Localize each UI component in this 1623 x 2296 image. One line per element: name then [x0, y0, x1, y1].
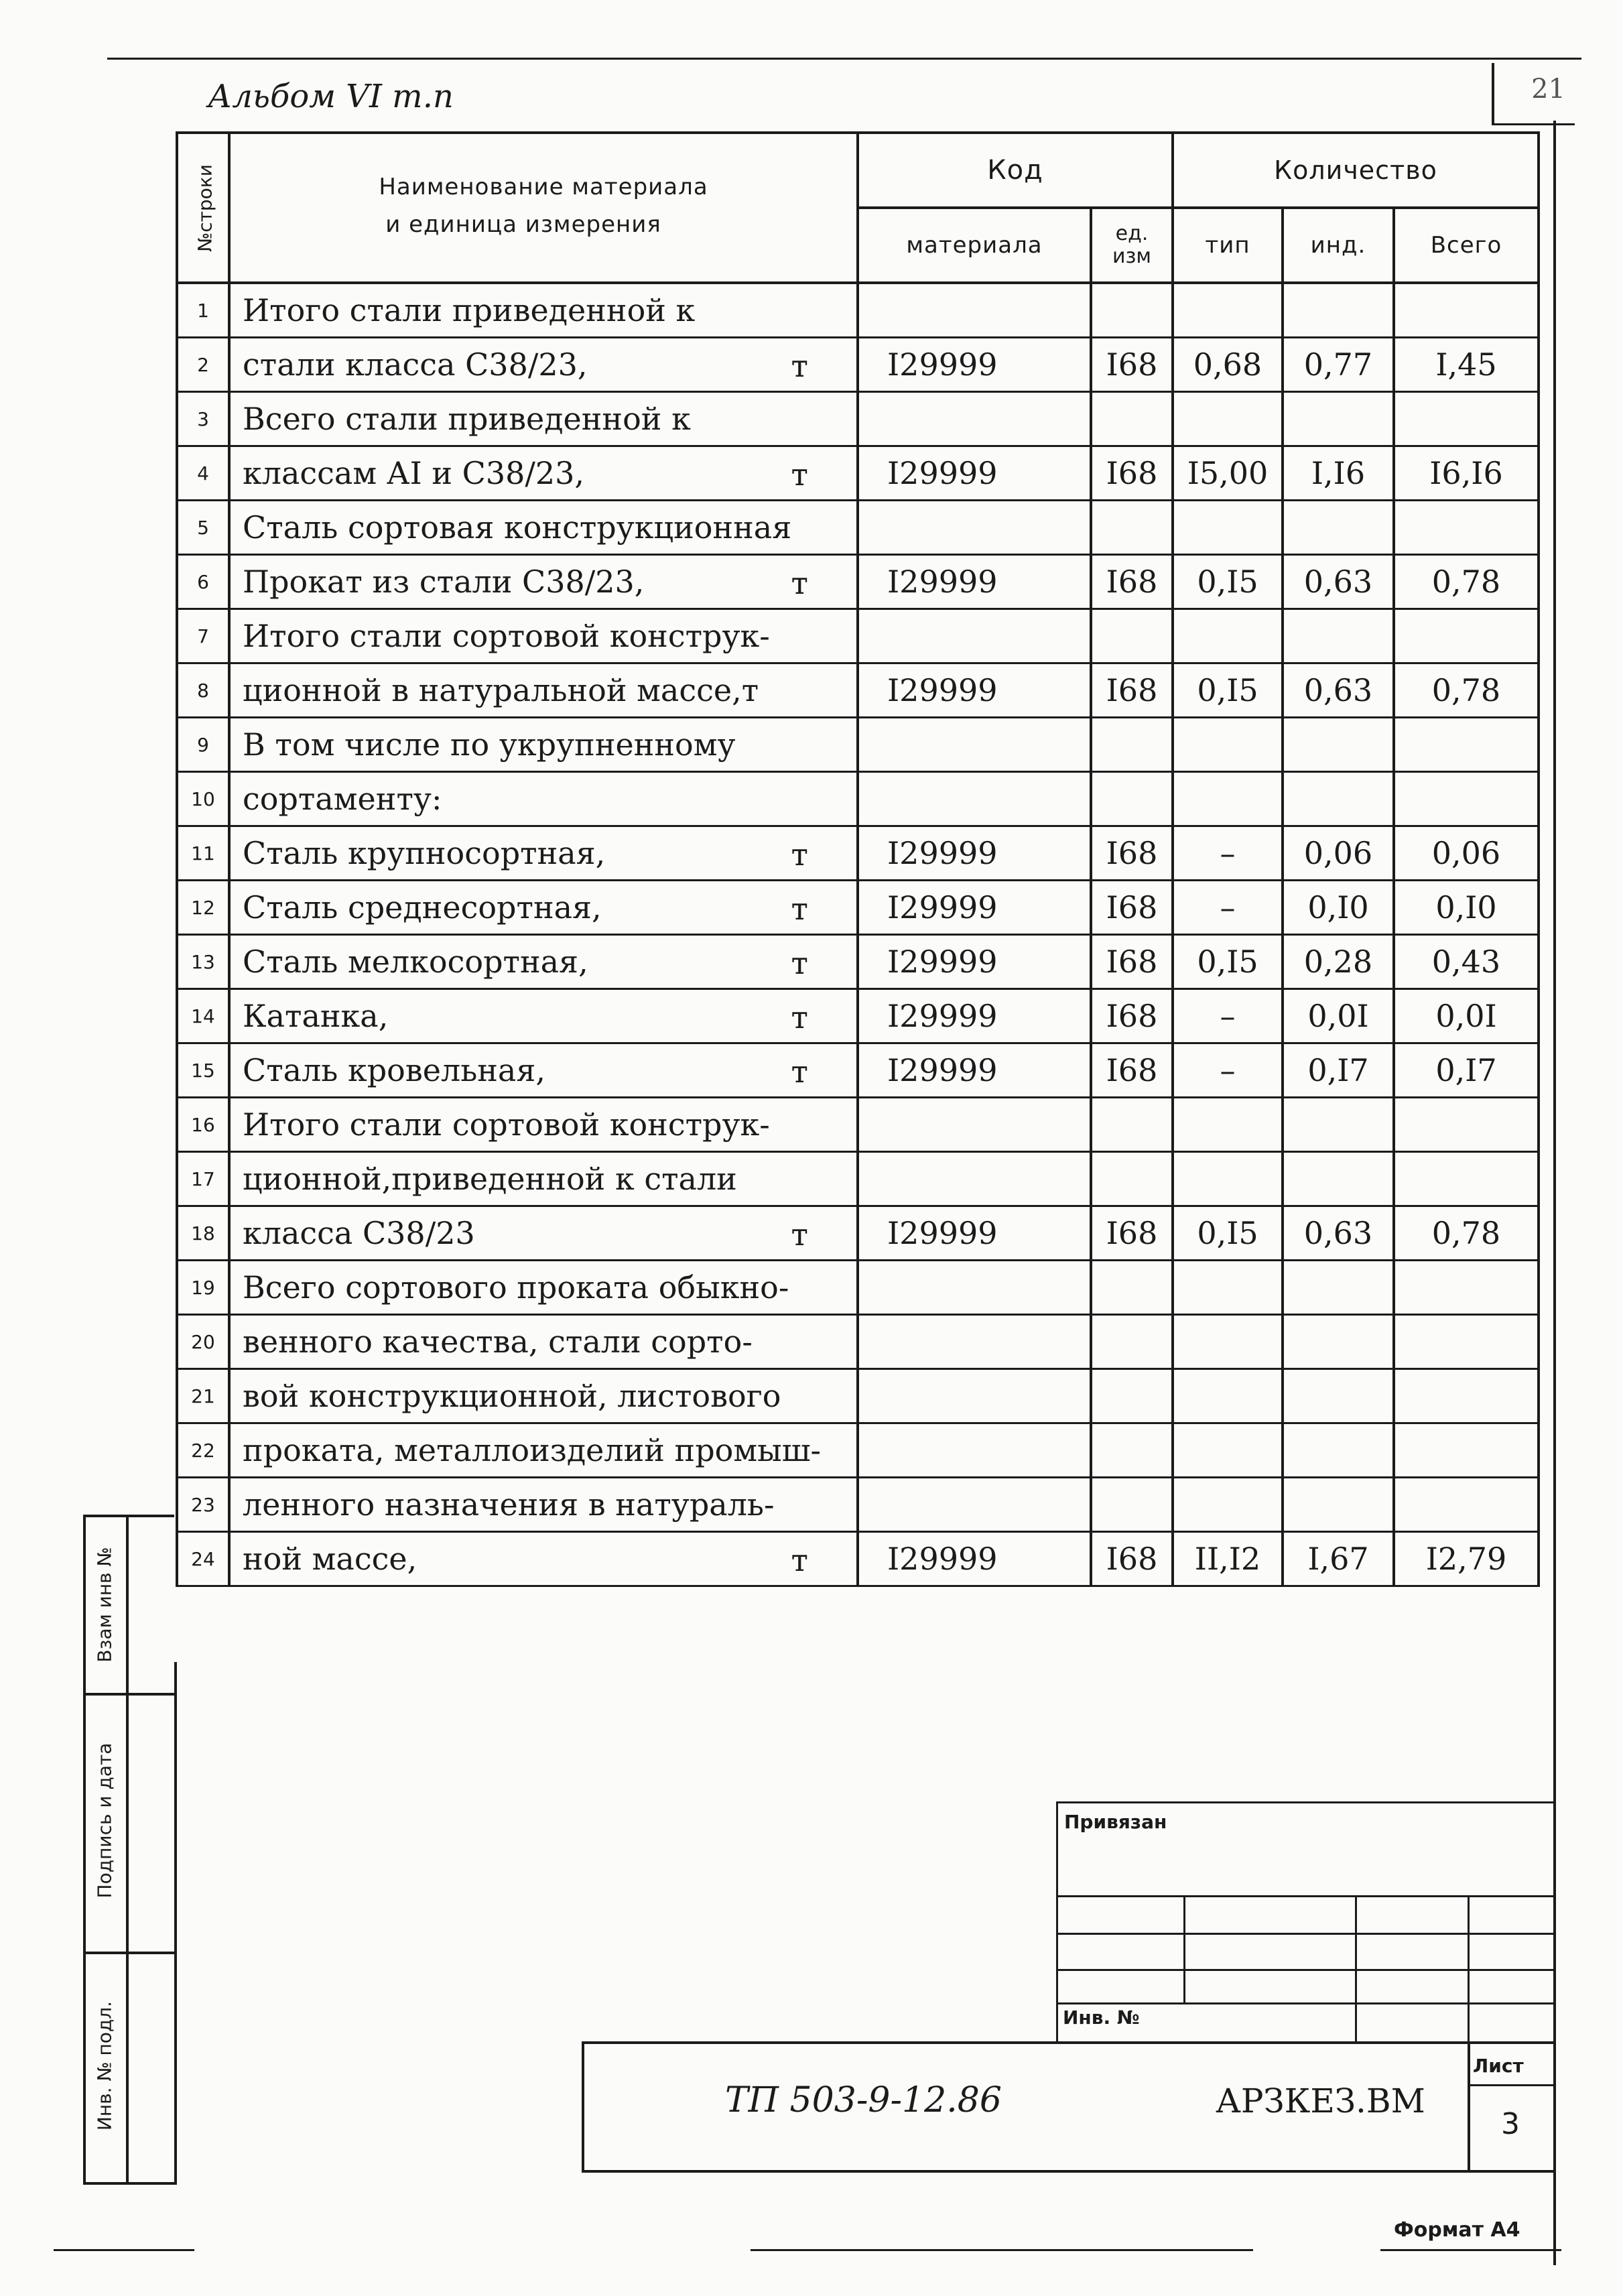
- row-qty-typ: [1173, 1098, 1283, 1152]
- row-description-text: вой конструкционной, листового: [243, 1378, 781, 1414]
- row-material-code: I29999: [858, 935, 1091, 989]
- row-unit: т: [791, 1216, 808, 1253]
- row-unit-code: [1091, 772, 1173, 826]
- table-row: [177, 1261, 1539, 1315]
- row-number: 5: [177, 501, 229, 555]
- qty-ind-header: инд.: [1283, 208, 1394, 283]
- row-qty-total: 0,06: [1394, 826, 1539, 881]
- name-header-line2: и единица измерения: [385, 211, 661, 238]
- row-number: 15: [177, 1043, 229, 1098]
- row-qty-total: [1394, 1315, 1539, 1369]
- row-material-code: [858, 1423, 1091, 1478]
- inv-no-label: Инв. №: [1063, 2006, 1140, 2029]
- row-qty-total: 0,I0: [1394, 881, 1539, 935]
- row-qty-ind: I,I6: [1283, 446, 1394, 501]
- row-material-code: [858, 718, 1091, 772]
- row-description: [229, 1098, 858, 1152]
- row-qty-ind: [1283, 772, 1394, 826]
- row-number: 14: [177, 989, 229, 1043]
- code-unit-header: [1091, 208, 1173, 283]
- format-label: Формат А4: [1394, 2218, 1520, 2242]
- qty-typ-header: тип: [1173, 208, 1283, 283]
- row-description-text: стали класса С38/23,: [243, 346, 588, 383]
- row-description: [229, 1206, 858, 1261]
- row-description: [229, 1423, 858, 1478]
- row-unit-code: I68: [1091, 338, 1173, 392]
- table-row: [177, 826, 1539, 881]
- doc-mark: АРЗКЕЗ.ВМ: [1216, 2082, 1425, 2120]
- privyazan-label: Привязан: [1064, 1811, 1167, 1833]
- table-row: [177, 1369, 1539, 1423]
- row-description-text: проката, металлоизделий промыш-: [243, 1432, 822, 1468]
- side-stamp-inv-podl: Инв. № подл.: [93, 2000, 116, 2131]
- row-material-code: [858, 609, 1091, 663]
- row-qty-total: 0,0I: [1394, 989, 1539, 1043]
- row-description: [229, 718, 858, 772]
- materials-table: [176, 131, 1540, 1587]
- code-material-header: материала: [858, 208, 1091, 283]
- row-unit-code: I68: [1091, 826, 1173, 881]
- row-material-code: I29999: [858, 338, 1091, 392]
- row-unit: т: [791, 565, 808, 601]
- row-number: 19: [177, 1261, 229, 1315]
- row-description: [229, 609, 858, 663]
- row-qty-ind: [1283, 283, 1394, 338]
- row-qty-total: [1394, 1369, 1539, 1423]
- table-row: [177, 283, 1539, 338]
- row-qty-typ: I5,00: [1173, 446, 1283, 501]
- row-unit: т: [791, 945, 808, 981]
- row-qty-typ: [1173, 609, 1283, 663]
- bottom-edge-line-right: [1380, 2249, 1561, 2251]
- row-material-code: [858, 1098, 1091, 1152]
- row-unit-code: I68: [1091, 881, 1173, 935]
- sheet-label: Лист: [1473, 2055, 1524, 2077]
- row-unit-code: I68: [1091, 1532, 1173, 1586]
- row-description: [229, 1152, 858, 1206]
- row-qty-total: 0,43: [1394, 935, 1539, 989]
- row-unit-code: [1091, 1369, 1173, 1423]
- row-unit-code: [1091, 718, 1173, 772]
- bottom-edge-line-mid: [751, 2249, 1253, 2251]
- table-row: [177, 1423, 1539, 1478]
- row-unit-code: [1091, 1423, 1173, 1478]
- row-material-code: I29999: [858, 1532, 1091, 1586]
- row-unit-code: I68: [1091, 1043, 1173, 1098]
- row-qty-total: [1394, 718, 1539, 772]
- row-unit: т: [791, 891, 808, 927]
- table-row: [177, 1098, 1539, 1152]
- qty-total-header: Всего: [1394, 208, 1539, 283]
- row-qty-total: [1394, 283, 1539, 338]
- table-row: [177, 446, 1539, 501]
- side-stamp-sign-date: Подпись и дата: [93, 1742, 116, 1899]
- row-number: 9: [177, 718, 229, 772]
- row-material-code: I29999: [858, 826, 1091, 881]
- row-material-code: I29999: [858, 1206, 1091, 1261]
- row-number: 20: [177, 1315, 229, 1369]
- row-description: [229, 555, 858, 609]
- row-description-text: Катанка,: [243, 998, 389, 1034]
- table-row: [177, 772, 1539, 826]
- row-no-header-text: №строки: [194, 164, 216, 252]
- row-description-text: ционной,приведенной к стали: [243, 1161, 737, 1197]
- row-number: 22: [177, 1423, 229, 1478]
- row-number: 16: [177, 1098, 229, 1152]
- row-number: 23: [177, 1478, 229, 1532]
- row-description: [229, 1532, 858, 1586]
- row-unit-code: [1091, 283, 1173, 338]
- row-qty-total: 0,I7: [1394, 1043, 1539, 1098]
- row-qty-ind: [1283, 1315, 1394, 1369]
- row-number: 11: [177, 826, 229, 881]
- row-description-text: ционной в натуральной массе,т: [243, 672, 759, 708]
- row-qty-typ: [1173, 1261, 1283, 1315]
- row-qty-ind: 0,63: [1283, 663, 1394, 718]
- row-number: 21: [177, 1369, 229, 1423]
- row-description: [229, 663, 858, 718]
- row-unit: т: [791, 348, 808, 384]
- name-header-line1: Наименование материала: [379, 174, 708, 200]
- row-description: [229, 772, 858, 826]
- row-qty-ind: [1283, 1423, 1394, 1478]
- row-unit-code: [1091, 392, 1173, 446]
- table-row: [177, 555, 1539, 609]
- row-number: 2: [177, 338, 229, 392]
- table-row: [177, 989, 1539, 1043]
- row-description-text: Сталь среднесортная,: [243, 889, 602, 926]
- row-description: [229, 1369, 858, 1423]
- row-description-text: классам АI и С38/23,: [243, 455, 585, 491]
- row-unit-code: I68: [1091, 446, 1173, 501]
- row-qty-typ: [1173, 1315, 1283, 1369]
- row-qty-typ: 0,I5: [1173, 935, 1283, 989]
- row-number: 18: [177, 1206, 229, 1261]
- row-qty-ind: 0,63: [1283, 555, 1394, 609]
- row-material-code: I29999: [858, 1043, 1091, 1098]
- row-qty-total: [1394, 501, 1539, 555]
- row-qty-typ: 0,I5: [1173, 555, 1283, 609]
- row-qty-total: 0,78: [1394, 555, 1539, 609]
- row-material-code: I29999: [858, 446, 1091, 501]
- table-row: [177, 1206, 1539, 1261]
- row-number: 13: [177, 935, 229, 989]
- row-qty-ind: 0,28: [1283, 935, 1394, 989]
- row-qty-typ: [1173, 1369, 1283, 1423]
- row-description: [229, 826, 858, 881]
- row-description-text: Сталь кровельная,: [243, 1052, 545, 1088]
- row-qty-ind: [1283, 1369, 1394, 1423]
- row-material-code: I29999: [858, 663, 1091, 718]
- row-material-code: [858, 1152, 1091, 1206]
- row-qty-typ: 0,68: [1173, 338, 1283, 392]
- row-number: 1: [177, 283, 229, 338]
- row-description-text: сортаменту:: [243, 781, 442, 817]
- table-row: [177, 663, 1539, 718]
- row-qty-total: 0,78: [1394, 1206, 1539, 1261]
- row-qty-typ: 0,I5: [1173, 663, 1283, 718]
- row-qty-total: I2,79: [1394, 1532, 1539, 1586]
- row-qty-total: 0,78: [1394, 663, 1539, 718]
- row-qty-typ: [1173, 392, 1283, 446]
- row-material-code: I29999: [858, 881, 1091, 935]
- row-number: 7: [177, 609, 229, 663]
- row-description: [229, 989, 858, 1043]
- row-material-code: I29999: [858, 989, 1091, 1043]
- row-unit: т: [791, 456, 808, 493]
- row-material-code: [858, 1261, 1091, 1315]
- row-qty-ind: [1283, 1152, 1394, 1206]
- row-material-code: [858, 1478, 1091, 1532]
- row-unit-code: I68: [1091, 935, 1173, 989]
- row-description: [229, 1261, 858, 1315]
- row-material-code: [858, 283, 1091, 338]
- row-description-text: Прокат из стали С38/23,: [243, 564, 645, 600]
- designation-block: [582, 2041, 1556, 2173]
- row-description: [229, 338, 858, 392]
- row-unit: т: [791, 999, 808, 1035]
- row-qty-total: [1394, 772, 1539, 826]
- row-qty-total: [1394, 1098, 1539, 1152]
- table-row: [177, 1315, 1539, 1369]
- name-header: [229, 133, 858, 283]
- row-qty-typ: [1173, 718, 1283, 772]
- bottom-edge-line-left: [54, 2249, 194, 2251]
- row-qty-ind: I,67: [1283, 1532, 1394, 1586]
- row-unit-code: [1091, 1098, 1173, 1152]
- table-row: [177, 718, 1539, 772]
- row-description-text: Сталь крупносортная,: [243, 835, 606, 871]
- row-qty-ind: [1283, 1478, 1394, 1532]
- table-row: [177, 338, 1539, 392]
- row-qty-typ: –: [1173, 989, 1283, 1043]
- row-qty-total: [1394, 392, 1539, 446]
- row-unit-code: [1091, 501, 1173, 555]
- row-qty-ind: [1283, 718, 1394, 772]
- code-header: Код: [858, 133, 1173, 208]
- row-qty-typ: [1173, 772, 1283, 826]
- row-qty-total: [1394, 1152, 1539, 1206]
- row-qty-typ: –: [1173, 826, 1283, 881]
- table-row: [177, 609, 1539, 663]
- row-number: 10: [177, 772, 229, 826]
- row-qty-typ: [1173, 283, 1283, 338]
- side-stamp-vzam-inv: Взам инв №: [93, 1547, 116, 1663]
- row-description: [229, 1043, 858, 1098]
- row-unit-code: [1091, 1261, 1173, 1315]
- side-stamp: [83, 1515, 174, 2185]
- row-material-code: [858, 501, 1091, 555]
- table-row: [177, 881, 1539, 935]
- doc-code: ТП 503-9-12.86: [725, 2080, 1002, 2120]
- frame-left-edge: [174, 1662, 177, 2185]
- row-description-text: В том числе по укрупненному: [243, 726, 736, 763]
- row-qty-ind: 0,06: [1283, 826, 1394, 881]
- row-unit-code: I68: [1091, 989, 1173, 1043]
- album-label: Альбом VI т.п: [208, 78, 454, 115]
- row-no-header: [177, 133, 229, 283]
- corner-sheet-number: 21: [1531, 74, 1565, 105]
- row-qty-total: [1394, 1423, 1539, 1478]
- row-material-code: [858, 772, 1091, 826]
- row-number: 4: [177, 446, 229, 501]
- row-qty-total: [1394, 609, 1539, 663]
- row-description: [229, 1315, 858, 1369]
- row-material-code: I29999: [858, 555, 1091, 609]
- row-material-code: [858, 1315, 1091, 1369]
- row-qty-ind: 0,0I: [1283, 989, 1394, 1043]
- row-qty-typ: [1173, 1152, 1283, 1206]
- row-number: 3: [177, 392, 229, 446]
- quantity-header: Количество: [1173, 133, 1539, 208]
- row-description-text: Всего сортового проката обыкно-: [243, 1269, 789, 1305]
- row-qty-typ: [1173, 1478, 1283, 1532]
- table-row: [177, 1043, 1539, 1098]
- row-qty-typ: 0,I5: [1173, 1206, 1283, 1261]
- row-number: 12: [177, 881, 229, 935]
- row-description-text: Итого стали сортовой конструк-: [243, 1106, 770, 1143]
- row-material-code: [858, 1369, 1091, 1423]
- row-unit: т: [791, 1542, 808, 1578]
- row-description-text: ленного назначения в натураль-: [243, 1486, 775, 1523]
- row-qty-total: I,45: [1394, 338, 1539, 392]
- row-unit: т: [791, 836, 808, 873]
- table-row: [177, 935, 1539, 989]
- table-row: [177, 1152, 1539, 1206]
- row-description: [229, 446, 858, 501]
- row-qty-total: [1394, 1478, 1539, 1532]
- row-unit-code: I68: [1091, 663, 1173, 718]
- row-unit-code: I68: [1091, 1206, 1173, 1261]
- row-qty-typ: [1173, 501, 1283, 555]
- sheet-number: 3: [1501, 2107, 1520, 2141]
- row-qty-typ: –: [1173, 881, 1283, 935]
- row-number: 24: [177, 1532, 229, 1586]
- code-unit-header-text: ед. изм: [1112, 222, 1152, 268]
- row-number: 6: [177, 555, 229, 609]
- row-description: [229, 1478, 858, 1532]
- row-qty-total: I6,I6: [1394, 446, 1539, 501]
- row-description: [229, 881, 858, 935]
- row-qty-ind: [1283, 1098, 1394, 1152]
- row-qty-ind: [1283, 392, 1394, 446]
- row-qty-typ: [1173, 1423, 1283, 1478]
- table-row: [177, 1532, 1539, 1586]
- row-unit-code: [1091, 609, 1173, 663]
- row-description: [229, 283, 858, 338]
- row-description-text: класса С38/23: [243, 1215, 475, 1251]
- row-qty-ind: 0,I0: [1283, 881, 1394, 935]
- row-qty-ind: [1283, 1261, 1394, 1315]
- row-unit-code: [1091, 1315, 1173, 1369]
- table-row: [177, 1478, 1539, 1532]
- row-qty-ind: [1283, 609, 1394, 663]
- row-number: 17: [177, 1152, 229, 1206]
- row-unit-code: I68: [1091, 555, 1173, 609]
- table-row: [177, 392, 1539, 446]
- row-unit-code: [1091, 1152, 1173, 1206]
- row-qty-ind: 0,63: [1283, 1206, 1394, 1261]
- row-description: [229, 935, 858, 989]
- row-qty-typ: –: [1173, 1043, 1283, 1098]
- row-description-text: Итого стали сортовой конструк-: [243, 618, 770, 654]
- row-qty-total: [1394, 1261, 1539, 1315]
- row-description-text: Всего стали приведенной к: [243, 401, 691, 437]
- row-qty-typ: II,I2: [1173, 1532, 1283, 1586]
- row-material-code: [858, 392, 1091, 446]
- row-description: [229, 501, 858, 555]
- row-description-text: венного качества, стали сорто-: [243, 1324, 753, 1360]
- row-unit-code: [1091, 1478, 1173, 1532]
- row-description-text: Сталь сортовая конструкционная: [243, 509, 792, 546]
- row-description-text: ной массе,: [243, 1541, 417, 1577]
- row-unit: т: [791, 1054, 808, 1090]
- row-description: [229, 392, 858, 446]
- row-qty-ind: 0,77: [1283, 338, 1394, 392]
- row-description-text: Сталь мелкосортная,: [243, 944, 588, 980]
- row-qty-ind: [1283, 501, 1394, 555]
- corner-sheet-box: [1492, 63, 1575, 125]
- table-row: [177, 501, 1539, 555]
- top-edge-line: [107, 58, 1581, 60]
- row-description-text: Итого стали приведенной к: [243, 292, 696, 328]
- row-number: 8: [177, 663, 229, 718]
- row-qty-ind: 0,I7: [1283, 1043, 1394, 1098]
